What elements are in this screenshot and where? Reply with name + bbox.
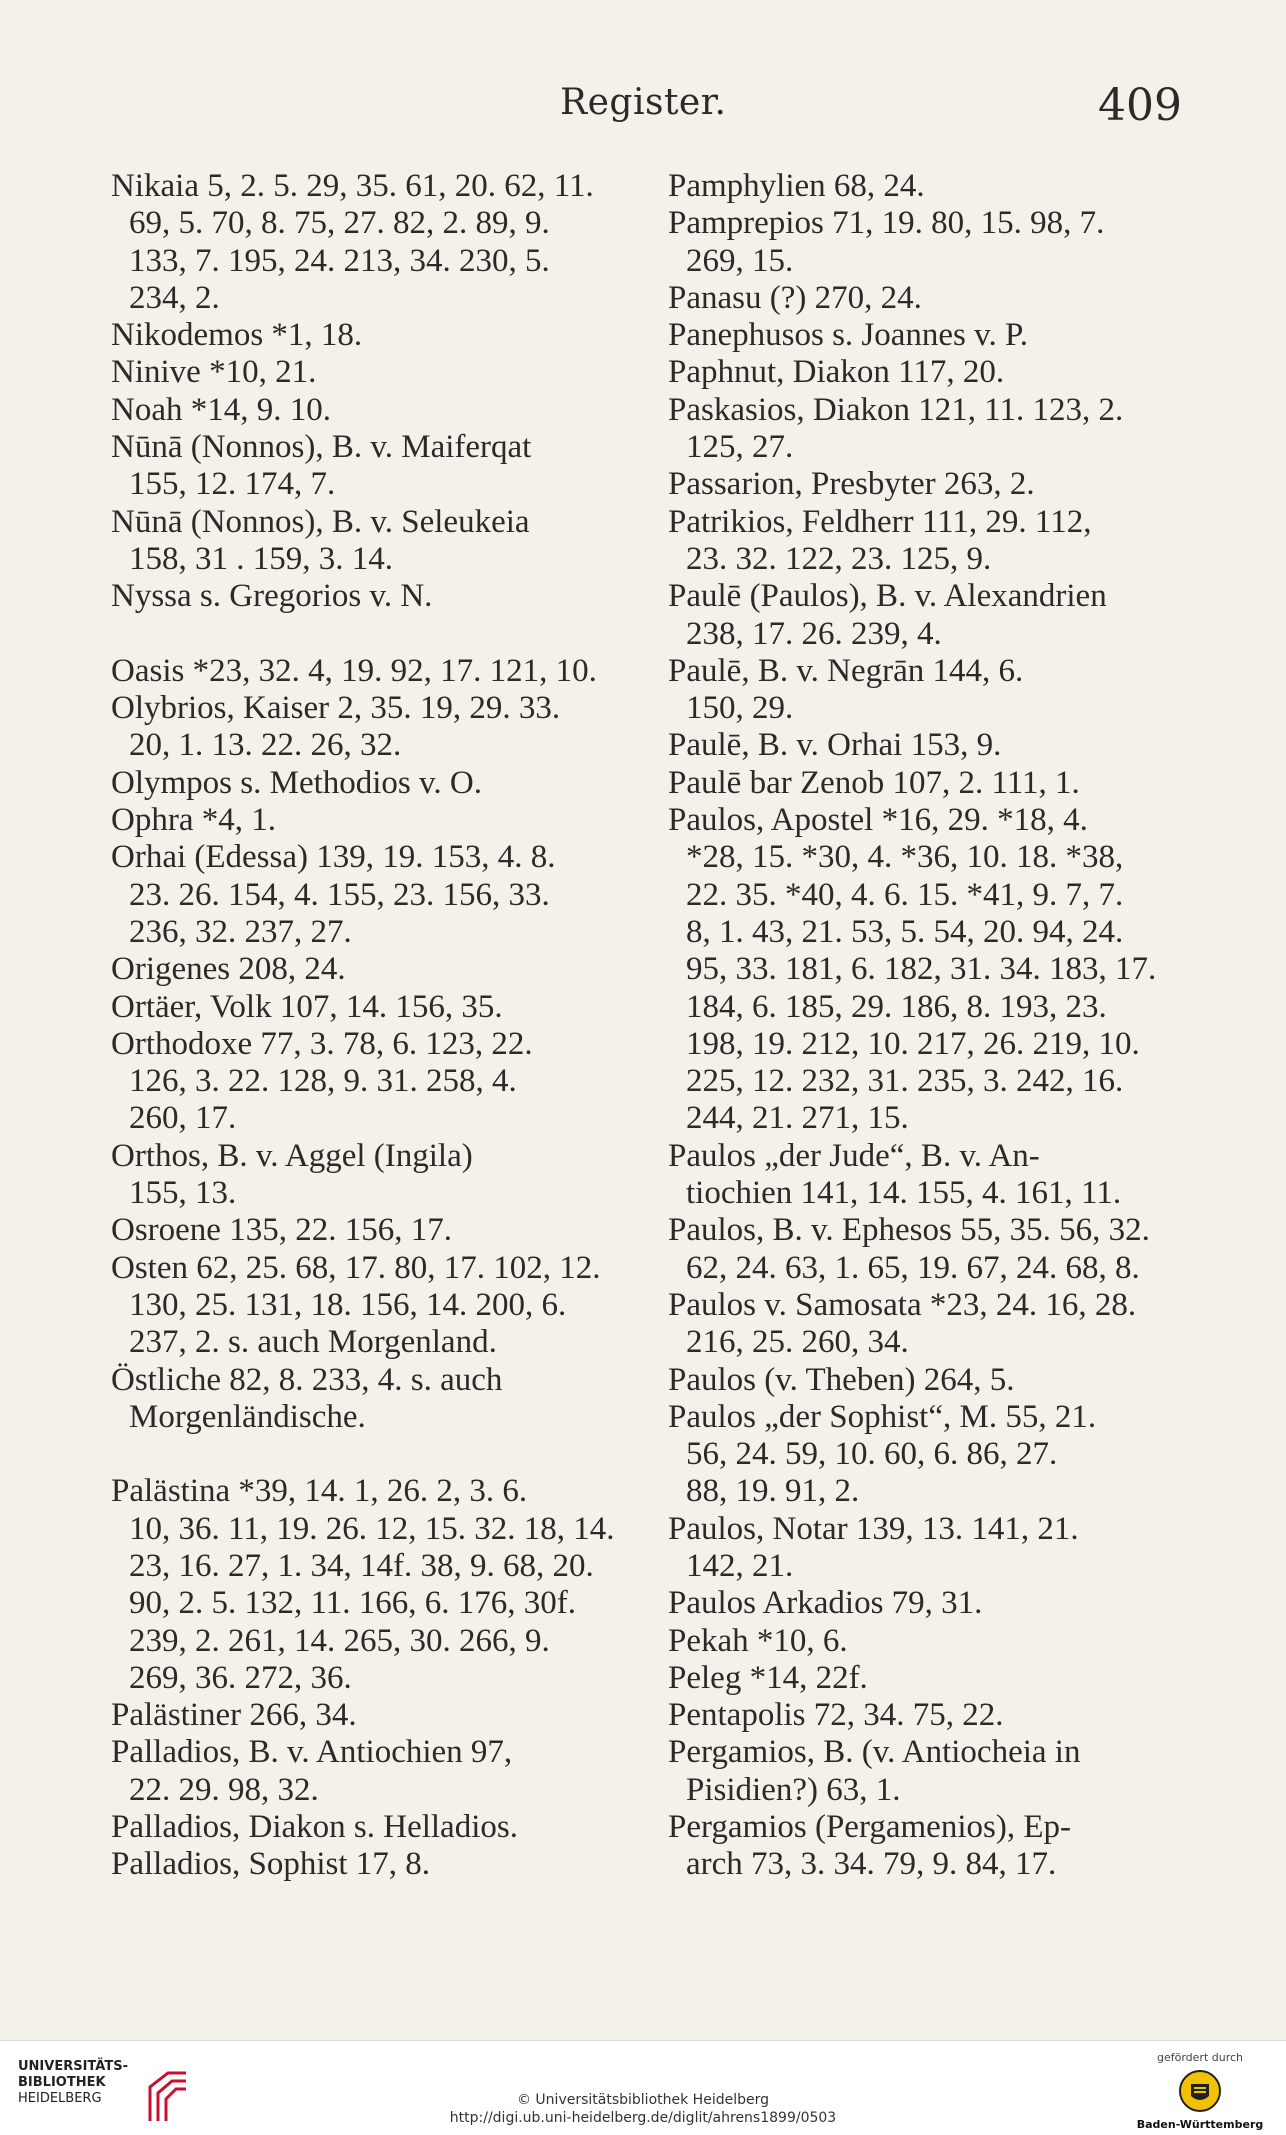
index-entry-continuation: 236, 32. 237, 27. [129,913,352,950]
index-entry-continuation: 22. 35. *40, 4. 6. 15. *41, 9. 7, 7. [686,876,1124,913]
coat-of-arms-icon [1177,2068,1223,2114]
index-entry: Paulē, B. v. Orhai 153, 9. [668,727,1002,764]
index-entry-continuation: 150, 29. [686,690,794,727]
index-entry: Noah *14, 9. 10. [111,391,331,428]
index-entry: Paulos v. Samosata *23, 24. 16, 28. [668,1286,1137,1323]
index-entry-continuation: 62, 24. 63, 1. 65, 19. 67, 24. 68, 8. [686,1249,1140,1286]
index-entry-continuation: 158, 31 . 159, 3. 14. [129,540,393,577]
index-entry: Paulos „der Sophist“, M. 55, 21. [668,1398,1097,1435]
index-entry: Pamphylien 68, 24. [668,168,925,204]
copyright-text: © Universitätsbibliothek Heidelberg [516,2092,769,2108]
copyright-notice [0,2091,1286,2127]
index-entry: Orthodoxe 77, 3. 78, 6. 123, 22. [111,1025,533,1062]
index-entry: Pamprepios 71, 19. 80, 15. 98, 7. [668,205,1105,242]
funder-name: Baden-Württemberg [1136,2118,1264,2131]
index-entry-continuation: 23. 32. 122, 23. 125, 9. [686,540,992,577]
index-column-left [111,168,617,1884]
index-entry: Origenes 208, 24. [111,951,346,988]
index-entry: Paphnut, Diakon 117, 20. [668,354,1005,391]
index-entry-continuation: Pisidien?) 63, 1. [686,1771,901,1808]
funder-block [1130,2051,1270,2131]
index-entry-continuation: 88, 19. 91, 2. [686,1473,860,1510]
index-entry: Ninive *10, 21. [111,354,317,391]
index-entry: Nikaia 5, 2. 5. 29, 35. 61, 20. 62, 11. [111,168,594,204]
index-entry: Palladios, B. v. Antiochien 97, [111,1734,513,1771]
index-entry: Nūnā (Nonnos), B. v. Seleukeia [111,503,530,540]
index-entry: Nikodemos *1, 18. [111,317,363,354]
running-head [0,82,1286,132]
index-entry: Osroene 135, 22. 156, 17. [111,1212,452,1249]
index-entry: Palästina *39, 14. 1, 26. 2, 3. 6. [111,1473,528,1510]
index-entry: Peleg *14, 22f. [668,1659,868,1696]
index-entry: Osten 62, 25. 68, 17. 80, 17. 102, 12. [111,1249,601,1286]
index-entry: Paulos, Notar 139, 13. 141, 21. [668,1510,1079,1547]
index-entry: Östliche 82, 8. 233, 4. s. auch [111,1361,503,1398]
index-entry-continuation: *28, 15. *30, 4. *36, 10. 18. *38, [686,839,1124,876]
index-entry: Nūnā (Nonnos), B. v. Maiferqat [111,429,532,466]
index-entry-continuation: 130, 25. 131, 18. 156, 14. 200, 6. [129,1286,567,1323]
index-entry: Paulos Arkadios 79, 31. [668,1585,983,1622]
index-entry-continuation: 20, 1. 13. 22. 26, 32. [129,727,402,764]
index-column-right [668,168,1180,1884]
index-entry-continuation: 56, 24. 59, 10. 60, 6. 86, 27. [686,1436,1058,1473]
index-entry: Panasu (?) 270, 24. [668,279,922,316]
index-entry-continuation: 22. 29. 98, 32. [129,1771,319,1808]
index-entry: Oasis *23, 32. 4, 19. 92, 17. 121, 10. [111,652,597,689]
index-entry: Pergamios (Pergamenios), Ep- [668,1809,1071,1846]
index-entry-continuation: 142, 21. [686,1547,794,1584]
permalink[interactable]: http://digi.ub.uni-heidelberg.de/diglit/ahrens1899/0503 [449,2110,837,2126]
index-entry-continuation: 269, 15. [686,242,794,279]
index-entry: Paskasios, Diakon 121, 11. 123, 2. [668,391,1124,428]
index-entry: Paulē bar Zenob 107, 2. 111, 1. [668,764,1080,801]
index-entry-continuation: 269, 36. 272, 36. [129,1659,352,1696]
index-entry-continuation: 90, 2. 5. 132, 11. 166, 6. 176, 30f. [129,1585,577,1622]
index-entry: Paulē, B. v. Negrān 144, 6. [668,652,1024,689]
index-entry-continuation: 260, 17. [129,1100,237,1137]
index-entry-continuation: 23, 16. 27, 1. 34, 14f. 38, 9. 68, 20. [129,1547,594,1584]
running-title: Register. [560,82,727,123]
index-entry: Paulos, B. v. Ephesos 55, 35. 56, 32. [668,1212,1150,1249]
index-entry: Paulos, Apostel *16, 29. *18, 4. [668,802,1088,839]
index-entry-continuation: 10, 36. 11, 19. 26. 12, 15. 32. 18, 14. [129,1510,615,1547]
index-entry-continuation: 198, 19. 212, 10. 217, 26. 219, 10. [686,1025,1140,1062]
index-entry-continuation: 237, 2. s. auch Morgenland. [129,1324,497,1361]
index-entry: Ortäer, Volk 107, 14. 156, 35. [111,988,503,1025]
section-gap [111,1436,617,1473]
index-entry: Nyssa s. Gregorios v. N. [111,578,433,615]
index-entry-continuation: 244, 21. 271, 15. [686,1100,909,1137]
index-entry: Paulos (v. Theben) 264, 5. [668,1361,1015,1398]
index-entry-continuation: 125, 27. [686,429,794,466]
index-entry-continuation: 95, 33. 181, 6. 182, 31. 34. 183, 17. [686,951,1157,988]
page-number: 409 [1098,80,1182,131]
index-entry: Ophra *4, 1. [111,802,276,839]
index-entry-continuation: 155, 12. 174, 7. [129,466,336,503]
index-entry-continuation: 234, 2. [129,279,220,316]
index-entry: Palladios, Sophist 17, 8. [111,1846,431,1883]
index-entry: Pergamios, B. (v. Antiocheia in [668,1734,1081,1771]
section-gap [111,616,617,653]
index-entry-continuation: 23. 26. 154, 4. 155, 23. 156, 33. [129,876,550,913]
index-entry-continuation: 184, 6. 185, 29. 186, 8. 193, 23. [686,988,1107,1025]
index-entry-continuation: 225, 12. 232, 31. 235, 3. 242, 16. [686,1063,1124,1100]
library-name: UNIVERSITÄTS- BIBLIOTHEK HEIDELBERG [18,2059,128,2106]
index-entry: Paulē (Paulos), B. v. Alexandrien [668,578,1107,615]
index-entry: Olympos s. Methodios v. O. [111,764,482,801]
index-entry-continuation: 238, 17. 26. 239, 4. [686,615,942,652]
index-entry: Palladios, Diakon s. Helladios. [111,1809,518,1846]
index-entry: Orhai (Edessa) 139, 19. 153, 4. 8. [111,839,556,876]
index-entry-continuation: tiochien 141, 14. 155, 4. 161, 11. [686,1175,1122,1212]
index-entry: Pentapolis 72, 34. 75, 22. [668,1697,1004,1734]
index-entry-continuation: 8, 1. 43, 21. 53, 5. 54, 20. 94, 24. [686,913,1124,950]
index-entry: Olybrios, Kaiser 2, 35. 19, 29. 33. [111,690,561,727]
index-entry-continuation: arch 73, 3. 34. 79, 9. 84, 17. [686,1846,1057,1883]
index-entry-continuation: 155, 13. [129,1175,237,1212]
index-entry: Panephusos s. Joannes v. P. [668,317,1028,354]
index-entry-continuation: 126, 3. 22. 128, 9. 31. 258, 4. [129,1063,517,1100]
footer [0,2040,1286,2135]
index-entry-continuation: 239, 2. 261, 14. 265, 30. 266, 9. [129,1622,550,1659]
funded-by-label: gefördert durch [1156,2051,1244,2064]
index-entry: Paulos „der Jude“, B. v. An- [668,1137,1040,1174]
index-entry: Palästiner 266, 34. [111,1697,357,1734]
index-entry: Pekah *10, 6. [668,1622,848,1659]
index-entry: Orthos, B. v. Aggel (Ingila) [111,1137,473,1174]
index-entry-continuation: 69, 5. 70, 8. 75, 27. 82, 2. 89, 9. [129,205,550,242]
index-entry-continuation: Morgenländische. [129,1398,366,1435]
index-entry-continuation: 216, 25. 260, 34. [686,1324,909,1361]
index-entry: Patrikios, Feldherr 111, 29. 112, [668,503,1092,540]
index-entry-continuation: 133, 7. 195, 24. 213, 34. 230, 5. [129,242,550,279]
index-entry: Passarion, Presbyter 263, 2. [668,466,1035,503]
